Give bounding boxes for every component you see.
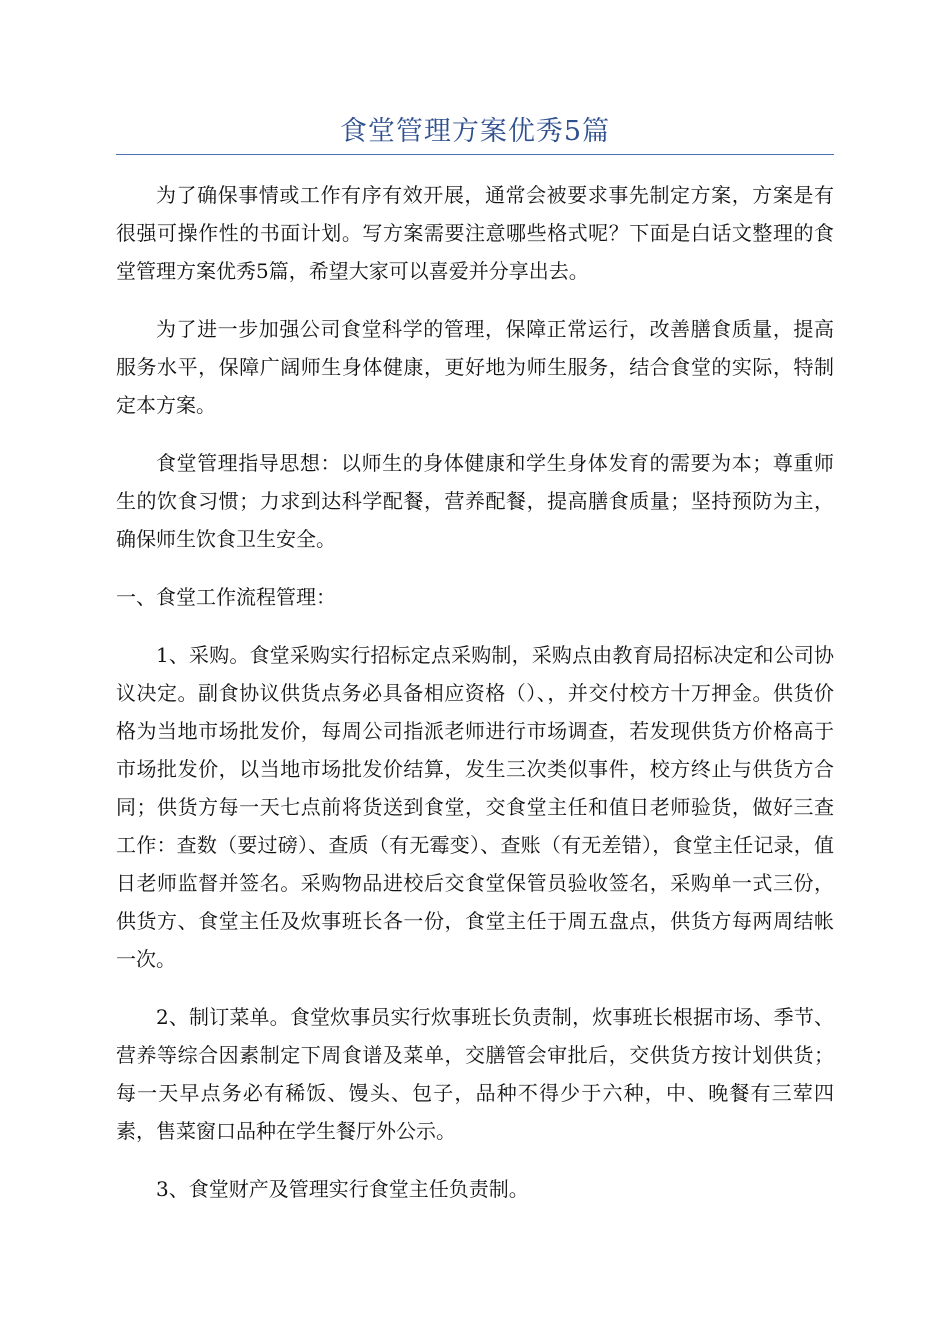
paragraph-menu: 2、制订菜单。食堂炊事员实行炊事班长负责制，炊事班长根据市场、季节、营养等综合因素制定下周食谱及菜单，交膳管会审批后，交供货方按计划供货；每一天早点务必有稀饭、馒头、包子，品种不得少于六种，中、晚餐有三荤四素，售菜窗口品种在学生餐厅外公示。 [116, 1005, 834, 1143]
paragraph-property: 3、食堂财产及管理实行食堂主任负责制。 [156, 1177, 529, 1201]
title-divider [116, 154, 834, 155]
document-body [116, 176, 834, 1228]
paragraph-guiding-principle: 食堂管理指导思想：以师生的身体健康和学生身体发育的需要为本；尊重师生的饮食习惯；力求到达科学配餐，营养配餐，提高膳食质量；坚持预防为主，确保师生饮食卫生安全。 [116, 451, 834, 551]
paragraph-purpose: 为了进一步加强公司食堂科学的管理，保障正常运行，改善膳食质量，提高服务水平，保障广阔师生身体健康，更好地为师生服务，结合食堂的实际，特制定本方案。 [116, 317, 834, 417]
section-heading: 一、食堂工作流程管理： [116, 585, 336, 609]
paragraph-procurement: 1、采购。食堂采购实行招标定点采购制，采购点由教育局招标决定和公司协议决定。副食协议供货点务必具备相应资格（）、，并交付校方十万押金。供货价格为当地市场批发价，每周公司指派老师进行市场调查，若发现供货方价格高于市场批发价，以当地市场批发价结算，发生三次类似事件，校方终止与供货方合同；供货方每一天七点前将货送到食堂，交食堂主任和值日老师验货，做好三查工作：查数（要过磅）、查质（有无霉变）、查账（有无差错），食堂主任记录，值日老师监督并签名。采购物品进校后交食堂保管员验收签名，采购单一式三份，供货方、食堂主任及炊事班长各一份，食堂主任于周五盘点，供货方每两周结帐一次。 [116, 643, 834, 971]
paragraph-intro: 为了确保事情或工作有序有效开展，通常会被要求事先制定方案，方案是有很强可操作性的书面计划。写方案需要注意哪些格式呢？下面是白话文整理的食堂管理方案优秀5篇，希望大家可以喜爱并分享出去。 [116, 183, 834, 283]
document-title: 食堂管理方案优秀5篇 [339, 116, 611, 147]
